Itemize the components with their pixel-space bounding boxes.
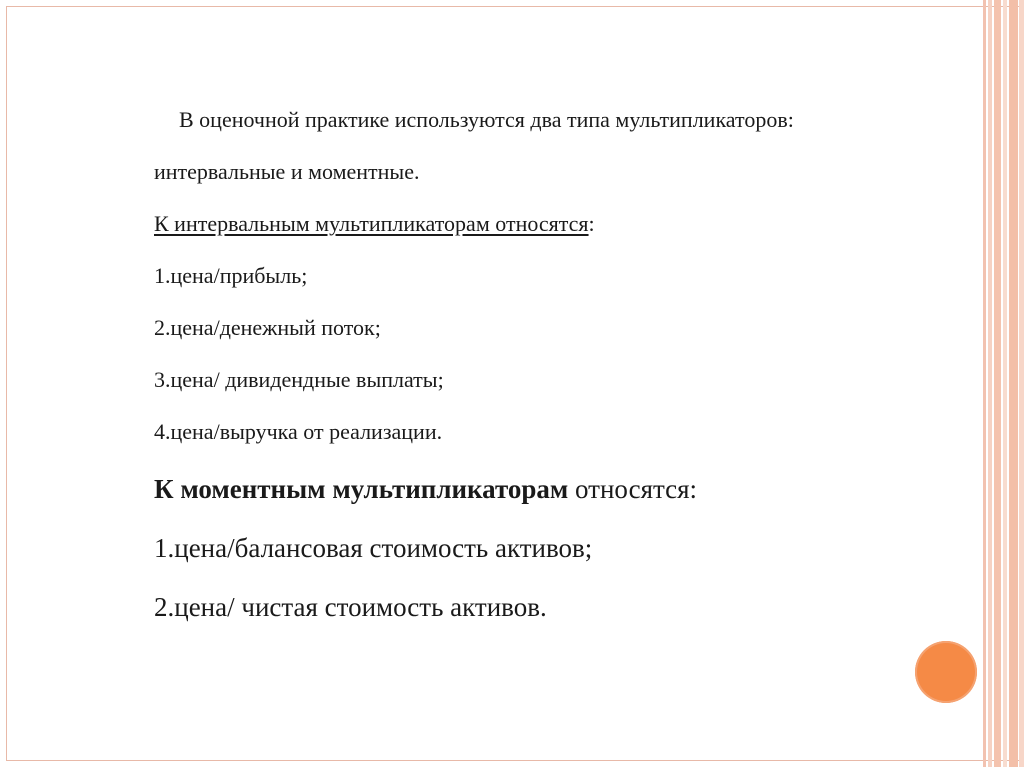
moment-heading [154,460,984,519]
interval-heading-text: К интервальным мультипликаторам относятся [154,211,589,236]
intro-line-2: интервальные и моментные. [154,159,420,184]
interval-item-4: 4.цена/выручка от реализации. [154,419,443,444]
interval-item-2: 2.цена/денежный поток; [154,315,381,340]
decorative-stripe [988,0,992,767]
slide-content [154,94,984,637]
moment-item-2: 2.цена/ чистая стоимость активов. [154,592,547,622]
interval-heading [154,198,984,250]
moment-heading-rest: относятся: [568,474,698,504]
moment-heading-bold: К моментным мультипликаторам [154,474,569,504]
decorative-stripe [1019,0,1024,767]
decorative-stripe [1009,0,1018,767]
interval-heading-colon: : [588,211,595,236]
intro-line-1: В оценочной практике используются два типа мультипликаторов: [179,107,794,132]
interval-item-1: 1.цена/прибыль; [154,263,308,288]
moment-item-1: 1.цена/балансовая стоимость активов; [154,533,593,563]
decorative-orange-circle [915,641,977,703]
interval-item-3: 3.цена/ дивидендные выплаты; [154,367,444,392]
decorative-stripe [1003,0,1007,767]
decorative-stripe [994,0,1001,767]
